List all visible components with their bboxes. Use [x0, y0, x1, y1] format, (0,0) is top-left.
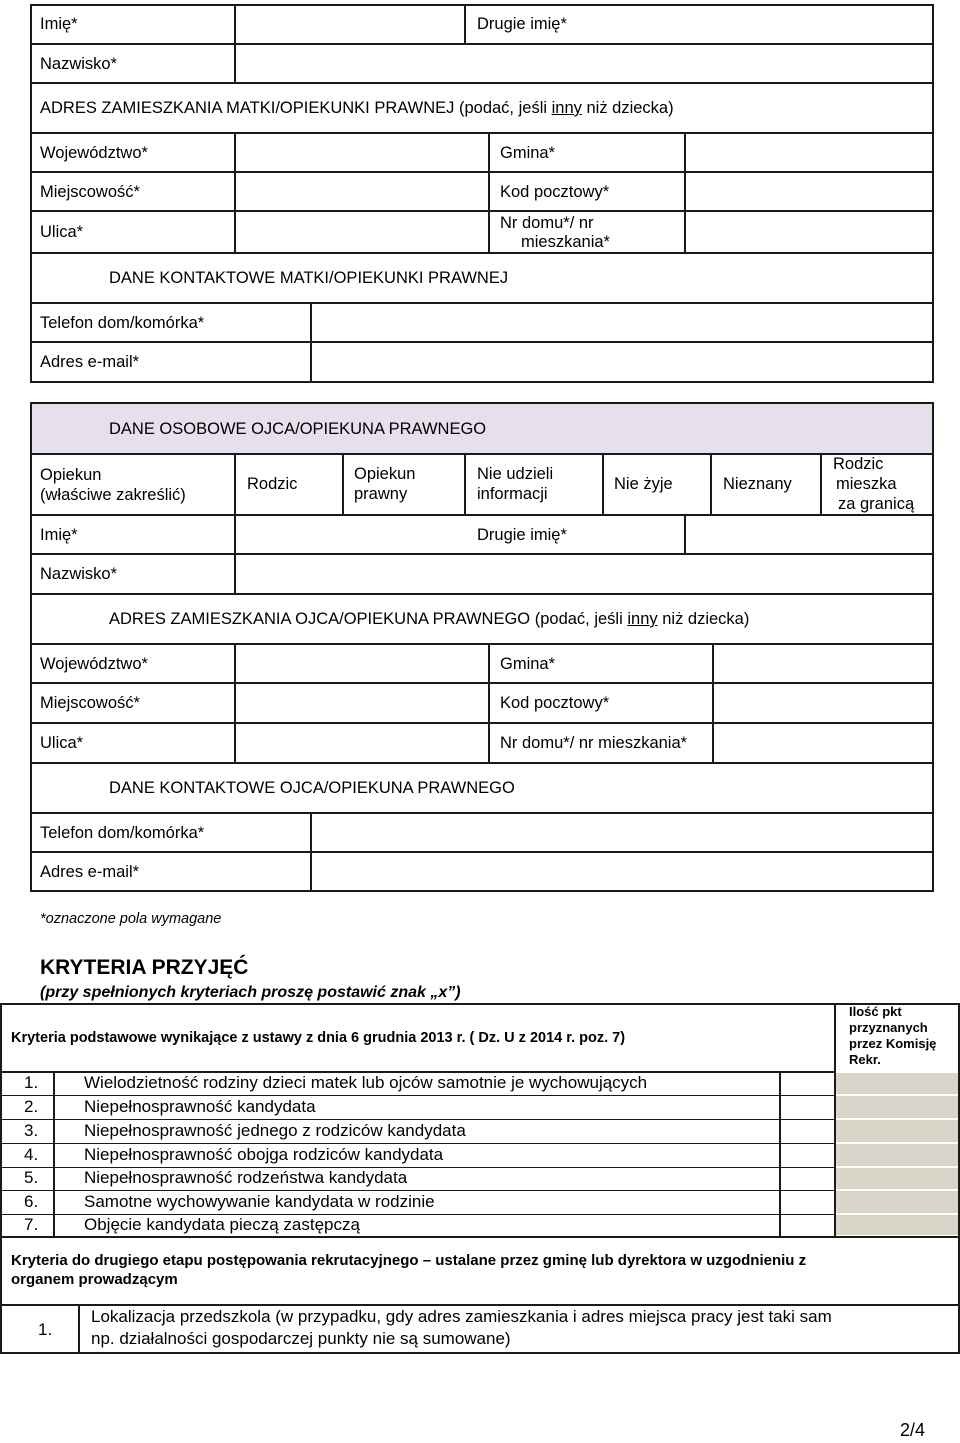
- mark-cell-2[interactable]: [781, 1096, 834, 1119]
- criterion-text: Wielodzietność rodziny dzieci matek lub ojców samotnie je wychowujących: [84, 1073, 648, 1092]
- basic-criteria-heading: Kryteria podstawowe wynikające z ustawy z dnia 6 grudnia 2013 r. ( Dz. U z 2014 r. poz. 7): [11, 1030, 626, 1046]
- criterion-text: Niepełnosprawność jednego z rodziców kandydata: [84, 1121, 466, 1140]
- points-header-line-2: przyznanych: [849, 1020, 928, 1035]
- father-nr-domu-label: Nr domu*/ nr mieszkania*: [500, 734, 688, 752]
- mark-cell-5[interactable]: [781, 1168, 834, 1190]
- mother-kod-field[interactable]: [686, 173, 932, 210]
- father-imie-label: Imię*: [40, 526, 78, 544]
- points-cell-1[interactable]: [836, 1073, 958, 1095]
- criterion-num: 5.: [24, 1168, 39, 1187]
- mother-gmina-label: Gmina*: [500, 144, 556, 162]
- father-imie-field[interactable]: [236, 516, 464, 553]
- father-nazwisko-field[interactable]: [236, 555, 932, 593]
- mother-telefon-field[interactable]: [312, 304, 932, 341]
- points-cell-2[interactable]: [836, 1096, 958, 1119]
- father-opiekun-label-1: Opiekun: [40, 466, 102, 484]
- father-address-heading: ADRES ZAMIESZKANIA OJCA/OPIEKUNA PRAWNEGO (podać, jeśli inny niż dziecka): [109, 610, 750, 628]
- option-za-granica-label-3: za granicą: [838, 495, 915, 513]
- mark-cell-7[interactable]: [781, 1215, 834, 1236]
- criterion-text: Niepełnosprawność kandydata: [84, 1097, 316, 1116]
- mother-wojewodztwo-label: Województwo*: [40, 144, 148, 162]
- option-nie-zyje[interactable]: [604, 455, 710, 514]
- mother-contact-heading: DANE KONTAKTOWE MATKI/OPIEKUNKI PRAWNEJ: [109, 269, 509, 287]
- criterion-num: 1.: [24, 1073, 39, 1092]
- father-kod-label: Kod pocztowy*: [500, 694, 610, 712]
- criterion-num: 7.: [24, 1215, 39, 1234]
- father-ulica-field[interactable]: [236, 724, 488, 762]
- mother-nazwisko-field[interactable]: [236, 45, 932, 82]
- option-nieznany[interactable]: [712, 455, 820, 514]
- option-nieznany-label: Nieznany: [723, 475, 792, 493]
- points-cell-5[interactable]: [836, 1168, 958, 1190]
- option-opiekun-prawny-label-2: prawny: [354, 485, 408, 503]
- option-nie-udzieli-label-1: Nie udzieli: [477, 465, 554, 483]
- father-drugie-imie-field[interactable]: [686, 516, 932, 553]
- father-email-label: Adres e-mail*: [40, 863, 140, 881]
- option-opiekun-prawny-label-1: Opiekun: [354, 465, 416, 483]
- criterion-text: Samotne wychowywanie kandydata w rodzinie: [84, 1192, 435, 1211]
- points-header-line-4: Rekr.: [849, 1052, 881, 1067]
- criterion-num: 2.: [24, 1097, 39, 1116]
- points-cell-3[interactable]: [836, 1120, 958, 1143]
- points-header-line-3: przez Komisję: [849, 1036, 937, 1051]
- father-personal-heading: DANE OSOBOWE OJCA/OPIEKUNA PRAWNEGO: [109, 420, 487, 438]
- kryteria-subtitle: (przy spełnionych kryteriach proszę postawić znak „x”): [40, 984, 461, 1001]
- father-gmina-field[interactable]: [714, 645, 932, 682]
- mother-nazwisko-label: Nazwisko*: [40, 55, 118, 73]
- mother-ulica-field[interactable]: [236, 212, 488, 252]
- mother-nr-domu-label-2: mieszkania*: [521, 233, 610, 251]
- points-cell-7[interactable]: [836, 1215, 958, 1236]
- father-telefon-label: Telefon dom/komórka*: [40, 824, 205, 842]
- option-nie-udzieli-label-2: informacji: [477, 485, 548, 503]
- points-cell-6[interactable]: [836, 1191, 958, 1214]
- mother-kod-label: Kod pocztowy*: [500, 183, 610, 201]
- option-opiekun-prawny[interactable]: [344, 455, 464, 514]
- father-kod-field[interactable]: [714, 684, 932, 722]
- criterion-num: 4.: [24, 1145, 39, 1164]
- second-stage-heading-1: Kryteria do drugiego etapu postępowania rekrutacyjnego – ustalane przez gminę lub dyrektora w uzgodnieniu z: [11, 1252, 807, 1269]
- option-rodzic-label: Rodzic: [247, 475, 298, 493]
- mark-cell-6[interactable]: [781, 1191, 834, 1214]
- criterion-text: Objęcie kandydata pieczą zastępczą: [84, 1215, 360, 1234]
- father-email-field[interactable]: [312, 853, 932, 890]
- father-miejscowosc-field[interactable]: [236, 684, 488, 722]
- page-number: 2/4: [900, 1420, 926, 1440]
- option-za-granica[interactable]: [822, 455, 932, 514]
- mother-drugie-imie-field[interactable]: [580, 6, 932, 43]
- mark-cell-4[interactable]: [781, 1144, 834, 1167]
- mother-email-label: Adres e-mail*: [40, 353, 140, 371]
- criterion-num: 6.: [24, 1192, 39, 1211]
- father-drugie-imie-label: Drugie imię*: [477, 526, 567, 544]
- criterion-text: Niepełnosprawność obojga rodziców kandydata: [84, 1145, 444, 1164]
- father-miejscowosc-label: Miejscowość*: [40, 694, 140, 712]
- father-ulica-label: Ulica*: [40, 734, 84, 752]
- mother-imie-field[interactable]: [236, 6, 464, 43]
- mother-imie-label: Imię*: [40, 15, 78, 33]
- option-za-granica-label-1: Rodzic: [833, 455, 884, 473]
- points-header-line-1: Ilość pkt: [849, 1004, 902, 1019]
- father-telefon-field[interactable]: [312, 814, 932, 851]
- option-za-granica-label-2: mieszka: [836, 475, 897, 493]
- second-stage-heading-2: organem prowadzącym: [11, 1271, 178, 1288]
- mother-email-field[interactable]: [312, 343, 932, 381]
- second-criterion-num: 1.: [38, 1320, 53, 1339]
- option-rodzic[interactable]: [236, 455, 342, 514]
- father-wojewodztwo-field[interactable]: [236, 645, 488, 682]
- mother-address-heading: ADRES ZAMIESZKANIA MATKI/OPIEKUNKI PRAWNEJ (podać, jeśli inny niż dziecka): [40, 99, 674, 117]
- mother-nr-domu-field[interactable]: [686, 212, 932, 252]
- mother-drugie-imie-label: Drugie imię*: [477, 15, 567, 33]
- mark-cell-3[interactable]: [781, 1120, 834, 1143]
- required-fields-note: *oznaczone pola wymagane: [40, 911, 222, 927]
- mother-miejscowosc-field[interactable]: [236, 173, 488, 210]
- mark-cell-1[interactable]: [781, 1073, 834, 1095]
- mother-ulica-label: Ulica*: [40, 223, 84, 241]
- second-criterion-text-2: np. działalności gospodarczej punkty nie są sumowane): [91, 1329, 511, 1348]
- father-gmina-label: Gmina*: [500, 655, 556, 673]
- option-nie-zyje-label: Nie żyje: [614, 475, 673, 493]
- kryteria-title: KRYTERIA PRZYJĘĆ: [40, 956, 249, 979]
- father-nr-domu-field[interactable]: [714, 724, 932, 762]
- father-nazwisko-label: Nazwisko*: [40, 565, 118, 583]
- points-cell-4[interactable]: [836, 1144, 958, 1167]
- father-wojewodztwo-label: Województwo*: [40, 655, 148, 673]
- mother-miejscowosc-label: Miejscowość*: [40, 183, 140, 201]
- mother-gmina-field[interactable]: [686, 134, 932, 171]
- option-nie-udzieli[interactable]: [466, 455, 602, 514]
- mother-wojewodztwo-field[interactable]: [236, 134, 488, 171]
- criterion-num: 3.: [24, 1121, 39, 1140]
- father-contact-heading: DANE KONTAKTOWE OJCA/OPIEKUNA PRAWNEGO: [109, 779, 515, 797]
- father-opiekun-label-2: (właściwe zakreślić): [40, 486, 186, 504]
- mother-nr-domu-label-1: Nr domu*/ nr: [500, 214, 594, 232]
- criterion-text: Niepełnosprawność rodzeństwa kandydata: [84, 1168, 408, 1187]
- second-criterion-text-1: Lokalizacja przedszkola (w przypadku, gdy adres zamieszkania i adres miejsca pracy jest taki sam: [91, 1307, 832, 1326]
- mother-telefon-label: Telefon dom/komórka*: [40, 314, 205, 332]
